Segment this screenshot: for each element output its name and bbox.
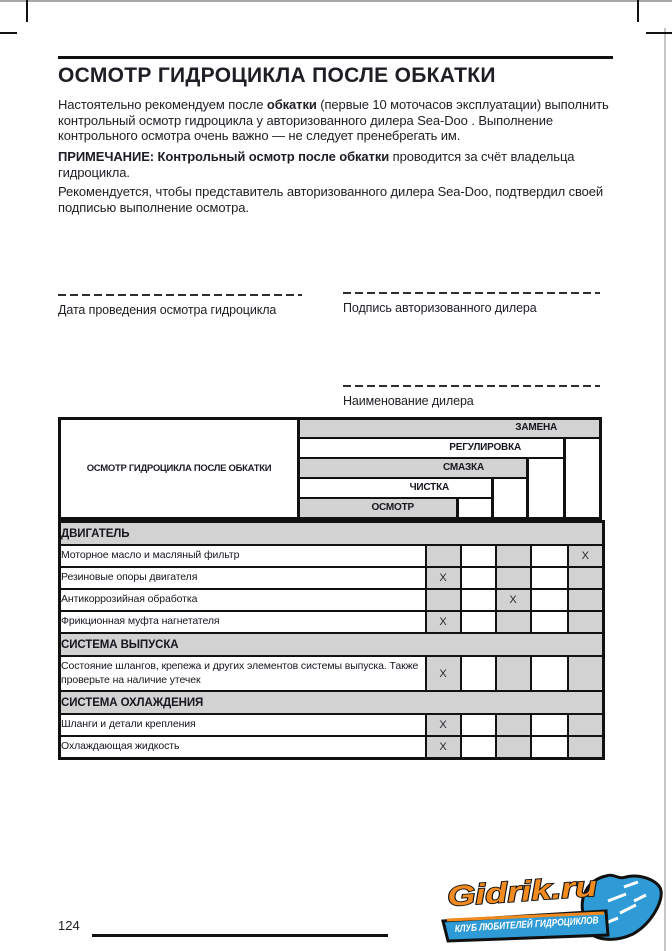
header-line (300, 437, 602, 439)
table-body (58, 520, 605, 760)
mark-cell-regulirovka (531, 567, 568, 589)
scan-edge-right (664, 28, 666, 951)
header-bar-osmotr: ОСМОТР (300, 497, 459, 517)
mark-cell-zamena (568, 611, 604, 633)
item-label: Состояние шлангов, крепежа и других элементов системы выпуска. Также проверьте на наличие утечек (60, 656, 426, 691)
signature-date-label: Дата проведения осмотра гидроцикла (58, 303, 277, 317)
mark-cell-chistka (461, 611, 496, 633)
scan-edge-top (0, 0, 672, 2)
header-line (300, 497, 494, 499)
table-row (60, 545, 604, 567)
title-rule (58, 56, 613, 59)
header-line (300, 477, 529, 479)
header-bar-chistka: ЧИСТКА (300, 477, 494, 497)
signature-line-date (58, 294, 302, 296)
mark-cell-chistka (461, 545, 496, 567)
header-line (599, 417, 602, 517)
mark-cell-zamena (568, 589, 604, 611)
item-label: Шланги и детали крепления (60, 714, 426, 736)
section-row (60, 522, 604, 546)
header-bar-smazka: СМАЗКА (300, 457, 529, 477)
paragraph-text: (первые 10 моточасов эксплуатации) выполнить контрольный осмотр гидроцикла у авторизованного дилера Sea-Doo . Выполнение контрольного осмотра очень важно — не следует пренебрегать им. (58, 97, 609, 144)
footer-rule (92, 934, 388, 937)
section-title: ДВИГАТЕЛЬ (60, 522, 604, 546)
header-line (491, 477, 494, 517)
mark-cell-smazka (496, 545, 531, 567)
mark-cell-zamena: X (568, 545, 604, 567)
mark-cell-chistka (461, 714, 496, 736)
section-title: СИСТЕМА ОХЛАЖДЕНИЯ (60, 691, 604, 714)
table-header (58, 417, 602, 520)
item-label: Антикоррозийная обработка (60, 589, 426, 611)
mark-cell-smazka (496, 714, 531, 736)
paragraph-bold: обкатки (266, 97, 317, 112)
header-line (456, 497, 459, 517)
mark-cell-smazka (496, 567, 531, 589)
mark-cell-regulirovka (531, 714, 568, 736)
paragraph-note (58, 149, 616, 180)
mark-cell-regulirovka (531, 589, 568, 611)
mark-cell-regulirovka (531, 656, 568, 691)
header-line (526, 457, 529, 517)
section-title: СИСТЕМА ВЫПУСКА (60, 633, 604, 656)
mark-cell-regulirovka (531, 545, 568, 567)
header-line (563, 437, 566, 517)
page-title: ОСМОТР ГИДРОЦИКЛА ПОСЛЕ ОБКАТКИ (58, 64, 496, 87)
header-bar-zamena: ЗАМЕНА (300, 417, 602, 437)
gidrik-logo (438, 871, 664, 950)
item-label: Моторное масло и масляный фильтр (60, 545, 426, 567)
mark-cell-smazka (496, 656, 531, 691)
mark-cell-zamena (568, 736, 604, 759)
crop-mark (646, 32, 672, 34)
logo-tagline-text: КЛУБ ЛЮБИТЕЛЕЙ ГИДРОЦИКЛОВ (454, 913, 630, 935)
section-row (60, 691, 604, 714)
mark-cell-chistka (461, 736, 496, 759)
signature-line-dealer-sign (343, 292, 600, 294)
mark-cell-zamena (568, 714, 604, 736)
crop-mark (637, 0, 639, 22)
signature-line-dealer-name (343, 385, 600, 387)
mark-cell-osmotr (426, 545, 461, 567)
paragraph-text: Настоятельно рекомендуем после (58, 97, 267, 112)
crop-mark (26, 0, 28, 22)
paragraph-signature-advice: Рекомендуется, чтобы представитель авторизованного дилера Sea-Doo, подтвердил своей подписью выполнение осмотра. (58, 184, 604, 215)
table-row (60, 611, 604, 633)
mark-cell-chistka (461, 567, 496, 589)
mark-cell-smazka: X (496, 589, 531, 611)
item-label: Фрикционная муфта нагнетателя (60, 611, 426, 633)
mark-cell-chistka (461, 656, 496, 691)
logo-site-text: Gidrik.ru (446, 872, 565, 912)
page-number: 124 (58, 918, 80, 933)
paragraph-recommendation (58, 97, 616, 144)
mark-cell-smazka (496, 736, 531, 759)
note-bold: ПРИМЕЧАНИЕ: Контрольный осмотр после обкатки (58, 149, 390, 164)
mark-cell-zamena (568, 656, 604, 691)
mark-cell-regulirovka (531, 611, 568, 633)
header-bar-regulirovka: РЕГУЛИРОВКА (300, 437, 566, 457)
mark-cell-osmotr (426, 589, 461, 611)
item-label: Охлаждающая жидкость (60, 736, 426, 759)
table-row (60, 714, 604, 736)
mark-cell-chistka (461, 589, 496, 611)
table-row (60, 656, 604, 691)
item-label: Резиновые опоры двигателя (60, 567, 426, 589)
mark-cell-osmotr: X (426, 611, 461, 633)
crop-mark (0, 32, 17, 34)
mark-cell-smazka (496, 611, 531, 633)
mark-cell-osmotr: X (426, 656, 461, 691)
note-text: проводится за счёт владельца гидроцикла. (58, 149, 575, 180)
section-row (60, 633, 604, 656)
table-corner-label: ОСМОТР ГИДРОЦИКЛА ПОСЛЕ ОБКАТКИ (58, 417, 300, 520)
signature-sign-label: Подпись авторизованного дилера (343, 301, 537, 315)
mark-cell-osmotr: X (426, 714, 461, 736)
table-row (60, 736, 604, 759)
mark-cell-osmotr: X (426, 567, 461, 589)
mark-cell-osmotr: X (426, 736, 461, 759)
table-row (60, 589, 604, 611)
mark-cell-regulirovka (531, 736, 568, 759)
maintenance-table (58, 417, 602, 760)
signature-dealer-label: Наименование дилера (343, 394, 474, 408)
table-row (60, 567, 604, 589)
mark-cell-zamena (568, 567, 604, 589)
